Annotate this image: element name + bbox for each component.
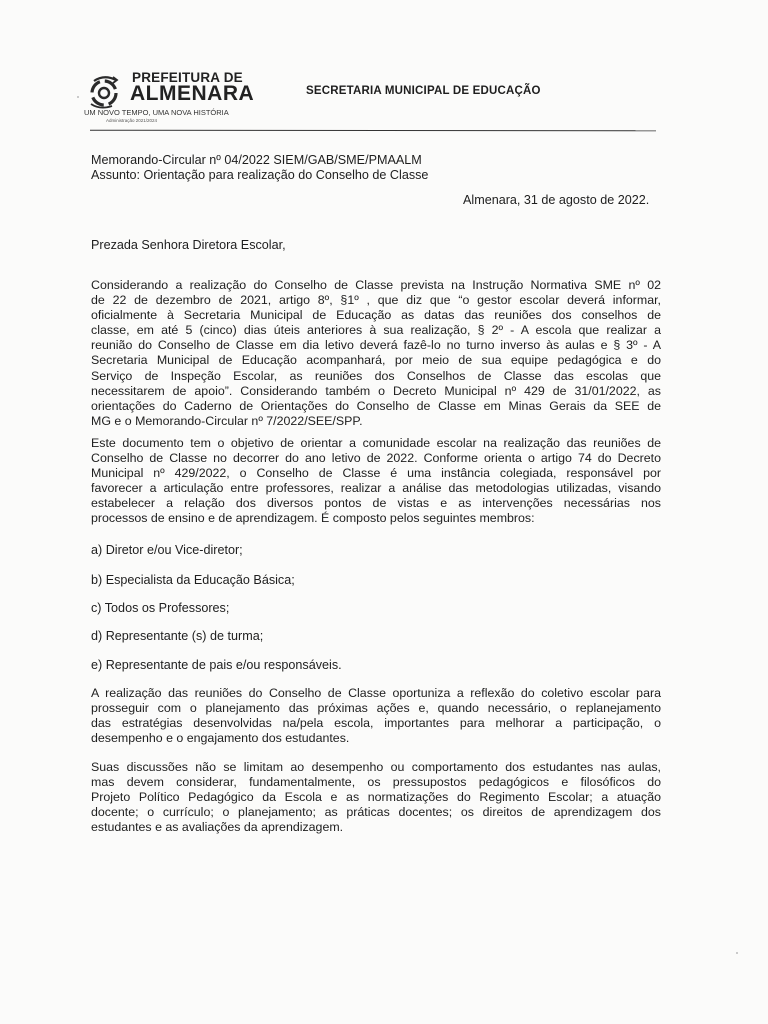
text-line: favorecer a articulação entre professores, realizar a análise das metodologias utilizadas, visando	[91, 481, 661, 496]
text-line: Considerando a realização do Conselho de Classe prevista na Instrução Normativa SME nº 02	[91, 278, 661, 292]
text-line: oficialmente à Secretaria Municipal de Educação as datas das reuniões dos conselhos de	[91, 308, 661, 323]
paragraph-2	[91, 436, 661, 527]
header-divider	[90, 130, 656, 131]
text-line: de 22 de dezembro de 2021, artigo 8º, §1º , que diz que “o gestor escolar deverá informar,	[91, 293, 661, 308]
member-list-item: e) Representante de pais e/ou responsáveis.	[91, 658, 342, 672]
logo-administration: Administração 2021/2024	[106, 118, 158, 123]
logo-title-line2: ALMENARA	[130, 82, 255, 105]
text-line: docente; o currículo; o planejamento; as práticas docentes; os direitos de aprendizagem dos	[91, 805, 661, 820]
scan-speck	[736, 952, 738, 954]
memo-date: Almenara, 31 de agosto de 2022.	[463, 193, 650, 207]
member-list-item: c) Todos os Professores;	[91, 601, 230, 615]
paragraph-3	[91, 686, 661, 746]
text-line: Secretaria Municipal de Educação acompanhará, por meio de sua equipe pedagógica e do	[91, 353, 661, 368]
logo-tagline: UM NOVO TEMPO, UMA NOVA HISTÓRIA	[84, 108, 229, 117]
text-line: MG e o Memorando-Circular nº 7/2022/SEE/SPP.	[91, 413, 363, 428]
text-line: mas devem considerar, fundamentalmente, os pressupostos pedagógicos e filosóficos do	[91, 775, 661, 790]
text-line: Este documento tem o objetivo de orientar a comunidade escolar na realização das reuniões de	[91, 436, 661, 450]
scan-speck	[77, 96, 79, 98]
memo-header	[91, 153, 428, 183]
department-heading: SECRETARIA MUNICIPAL DE EDUCAÇÃO	[306, 85, 541, 97]
text-line: prosseguir com o planejamento das próximas ações e, quando necessário, o replanejamento	[91, 701, 661, 716]
text-line: Suas discussões não se limitam ao desempenho ou comportamento dos estudantes nas aulas,	[91, 760, 661, 774]
paragraph-4	[91, 760, 661, 835]
text-line: das estratégias desenvolvidas na/pela escola, importantes para melhorar a participação, o	[91, 716, 661, 731]
text-line: necessitarem de apoio”. Considerando também o Decreto Municipal nº 429 de 31/01/2022, as	[91, 383, 661, 398]
text-line: A realização das reuniões do Conselho de Classe oportuniza a reflexão do coletivo escolar para	[91, 686, 661, 700]
member-list-item: b) Especialista da Educação Básica;	[91, 573, 295, 587]
text-line: reunião do Conselho de Classe em dia letivo deverá fazê-lo no turno inverso às aulas e § 3º - A	[91, 338, 661, 353]
memo-subject: Assunto: Orientação para realização do Conselho de Classe	[91, 168, 429, 182]
text-line: estudantes e as avaliações da aprendizagem.	[91, 820, 344, 835]
paragraph-1	[91, 278, 661, 429]
text-line: Serviço de Inspeção Escolar, as reuniões dos Conselhos de Classe das escolas que	[91, 368, 661, 383]
text-line: classe, em até 5 (cinco) dias úteis anteriores à sua realização, § 2º - A escola que realizar a	[91, 323, 661, 338]
memo-number: Memorando-Circular nº 04/2022 SIEM/GAB/SME/PMAALM	[91, 153, 422, 167]
greeting: Prezada Senhora Diretora Escolar,	[91, 238, 286, 252]
text-line: processos de ensino e de aprendizagem. É composto pelos seguintes membros:	[91, 511, 535, 526]
text-line: estabelecer a relação dos diversos pontos de vistas e as intervenções necessárias nos	[91, 496, 661, 511]
almenara-emblem-icon	[86, 72, 130, 112]
member-list-item: a) Diretor e/ou Vice-diretor;	[91, 543, 243, 557]
text-line: orientações do Caderno de Orientações do Conselho de Classe em Minas Gerais da SEE de	[91, 398, 661, 413]
text-line: Municipal nº 429/2022, o Conselho de Classe é uma instância colegiada, responsável por	[91, 466, 661, 481]
text-line: Conselho de Classe no decorrer do ano letivo de 2022. Conforme orienta o artigo 74 do Decreto	[91, 451, 661, 466]
text-line: Projeto Político Pedagógico da Escola e as normatizações do Regimento Escolar; a atuação	[91, 790, 661, 805]
member-list-item: d) Representante (s) de turma;	[91, 629, 264, 643]
logo-title-line1: PREFEITURA DE	[132, 70, 243, 85]
city-logo	[86, 70, 256, 126]
text-line: desempenho e o engajamento dos estudantes.	[91, 731, 350, 746]
